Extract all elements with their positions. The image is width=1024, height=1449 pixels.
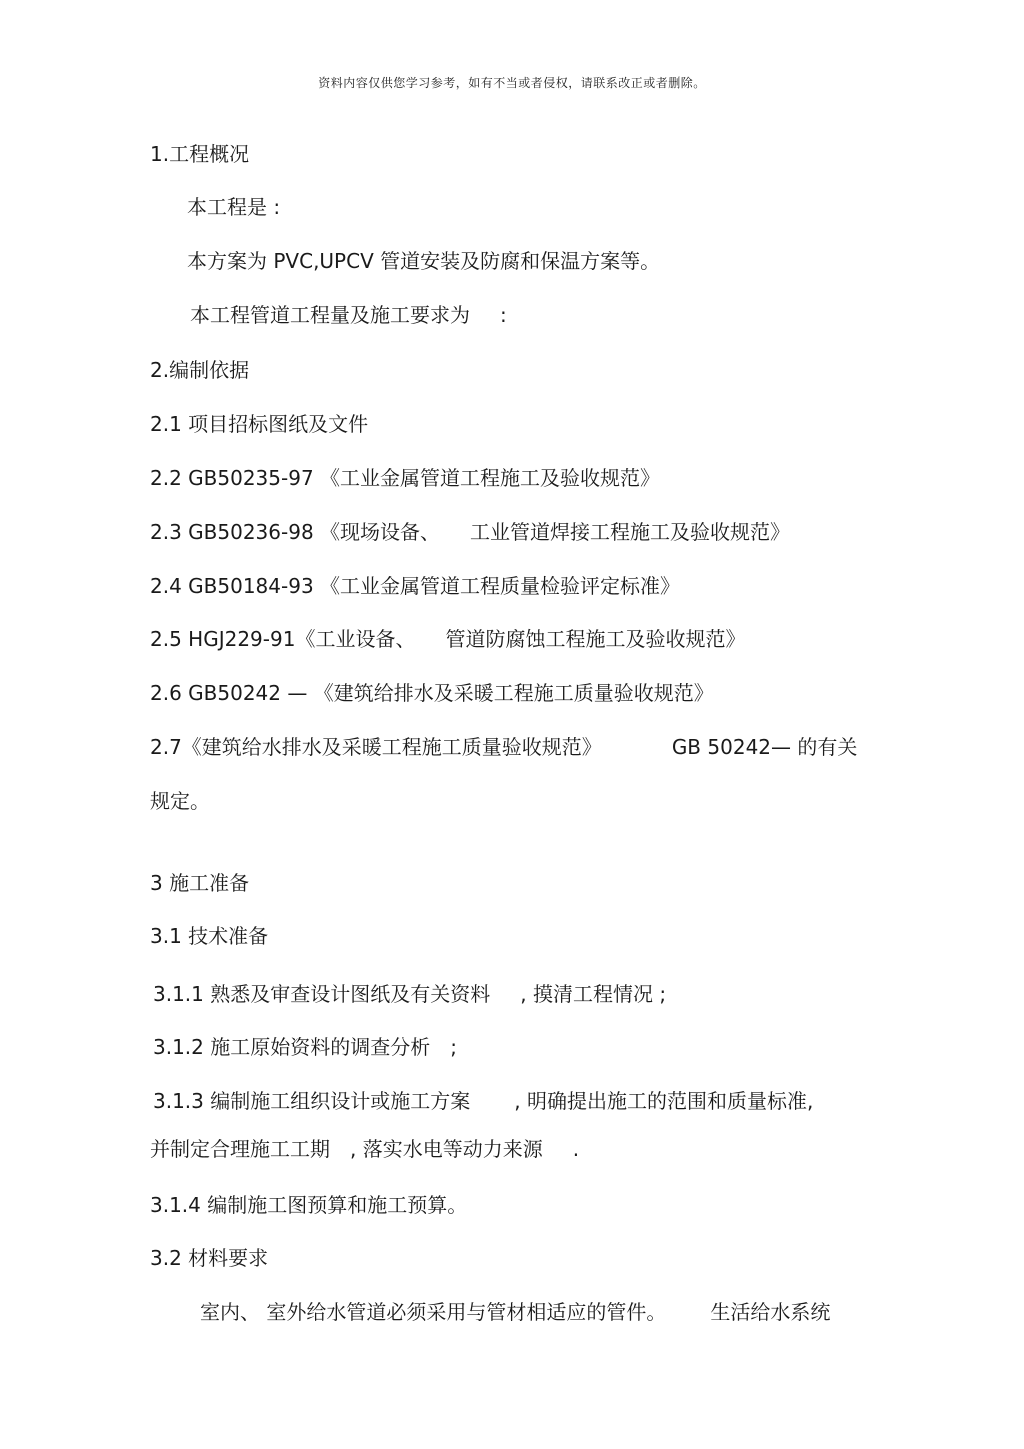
basis-item-2-3-part1: 2.3 GB50236-98 《现场设备、 xyxy=(150,520,441,544)
materials-paragraph-part2: 生活给水系统 xyxy=(710,1300,831,1324)
subsection-3-2-heading: 3.2 材料要求 xyxy=(150,1246,269,1270)
prep-item-3-1-1-part2: , 摸清工程情况 ; xyxy=(520,982,667,1006)
scheme-description-line: 本方案为 PVC,UPCV 管道安装及防腐和保温方案等。 xyxy=(187,249,661,273)
basis-item-2-3 xyxy=(150,520,790,544)
prep-item-3-1-4: 3.1.4 编制施工图预算和施工预算。 xyxy=(150,1193,468,1217)
prep-item-3-1-3-continuation xyxy=(150,1137,579,1161)
prep-item-3-1-1-part1: 3.1.1 熟悉及审查设计图纸及有关资料 xyxy=(153,982,491,1006)
pipeline-requirements-text: 本工程管道工程量及施工要求为 xyxy=(190,303,470,327)
prep-item-3-1-3-part2: , 明确提出施工的范围和质量标准, xyxy=(514,1089,814,1113)
subsection-3-1-heading: 3.1 技术准备 xyxy=(150,924,269,948)
basis-item-2-7-part1: 2.7《建筑给水排水及采暖工程施工质量验收规范》 xyxy=(150,735,602,759)
prep-item-3-1-3-part1: 3.1.3 编制施工组织设计或施工方案 xyxy=(153,1089,471,1113)
prep-item-3-1-2-part1: 3.1.2 施工原始资料的调查分析 xyxy=(153,1035,431,1059)
basis-item-2-6: 2.6 GB50242 — 《建筑给排水及采暖工程施工质量验收规范》 xyxy=(150,681,714,705)
basis-item-2-7 xyxy=(150,735,857,759)
prep-item-3-1-3 xyxy=(153,1089,813,1113)
basis-item-2-3-part2: 工业管道焊接工程施工及验收规范》 xyxy=(470,520,791,544)
header-watermark: 资料内容仅供您学习参考，如有不当或者侵权，请联系改正或者删除。 xyxy=(318,76,706,90)
basis-item-2-5 xyxy=(150,627,745,651)
basis-item-2-1: 2.1 项目招标图纸及文件 xyxy=(150,412,369,436)
basis-item-2-7-continuation: 规定。 xyxy=(150,789,210,813)
prep-item-3-1-2-part2: ; xyxy=(450,1035,457,1059)
basis-item-2-5-part2: 管道防腐蚀工程施工及验收规范》 xyxy=(445,627,746,651)
basis-item-2-2: 2.2 GB50235-97 《工业金属管道工程施工及验收规范》 xyxy=(150,466,661,490)
section-1-heading: 1.工程概况 xyxy=(150,142,250,166)
project-intro-line: 本工程是 : xyxy=(187,195,281,219)
prep-item-3-1-3-cont-part2: , 落实水电等动力来源 xyxy=(350,1137,543,1161)
basis-item-2-4: 2.4 GB50184-93 《工业金属管道工程质量检验评定标准》 xyxy=(150,574,681,598)
pipeline-requirements-line xyxy=(190,303,507,327)
prep-item-3-1-2 xyxy=(153,1035,457,1059)
prep-item-3-1-3-cont-period: . xyxy=(572,1137,580,1161)
basis-item-2-7-part2: GB 50242— 的有关 xyxy=(671,735,858,759)
basis-item-2-5-part1: 2.5 HGJ229-91《工业设备、 xyxy=(150,627,416,651)
materials-paragraph-line xyxy=(200,1300,830,1324)
prep-item-3-1-1 xyxy=(153,982,666,1006)
materials-paragraph-part1: 室内、 室外给水管道必须采用与管材相适应的管件。 xyxy=(200,1300,667,1324)
pipeline-requirements-colon: : xyxy=(500,303,507,327)
prep-item-3-1-3-cont-part1: 并制定合理施工工期 xyxy=(150,1137,330,1161)
section-3-heading: 3 施工准备 xyxy=(150,871,250,895)
section-2-heading: 2.编制依据 xyxy=(150,358,250,382)
